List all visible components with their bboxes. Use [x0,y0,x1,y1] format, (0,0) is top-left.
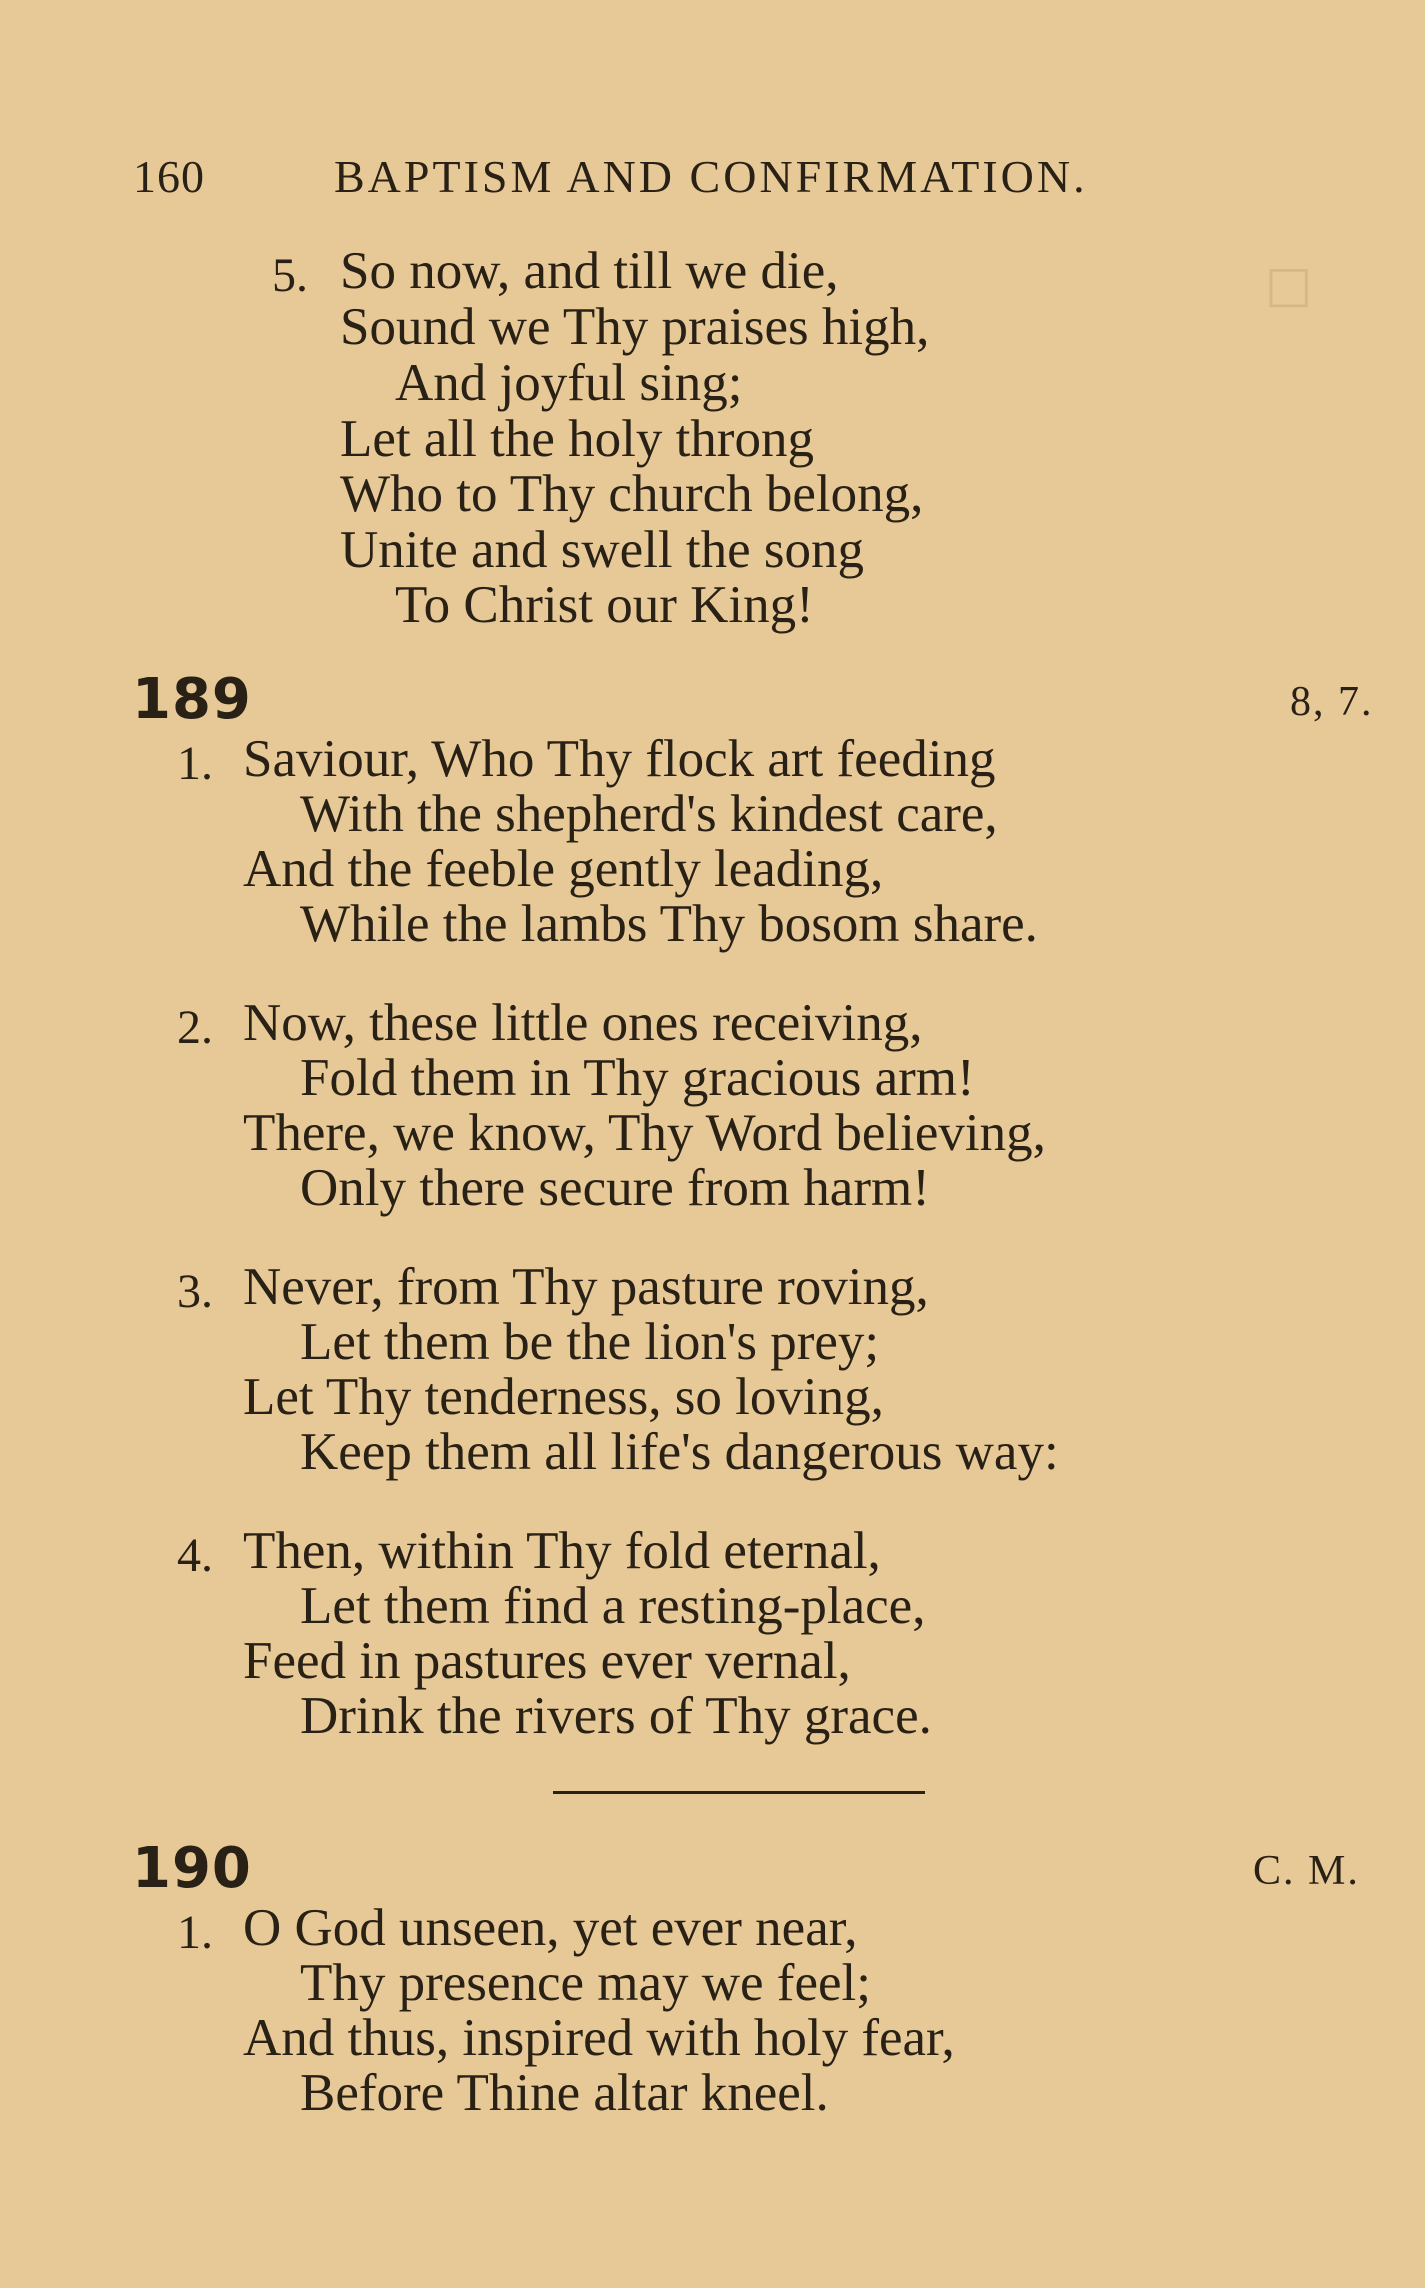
verse-number: 5. [272,249,308,302]
verse-line: Thy presence may we feel; [300,1954,871,2012]
hymn-number: 189 [132,667,252,732]
verse-line: Keep them all life's dangerous way: [300,1423,1059,1481]
verse-number: 3. [177,1265,213,1318]
verse-line: And the feeble gently leading, [243,840,884,898]
section-title: BAPTISM AND CONFIRMATION. [334,151,1088,202]
verse-line: Let them be the lion's prey; [300,1313,880,1371]
verse-line: Before Thine altar kneel. [300,2064,829,2122]
hymn-meter: 8, 7. [1290,679,1374,725]
verse-line: Let Thy tenderness, so loving, [243,1368,884,1426]
verse-line: There, we know, Thy Word believing, [243,1104,1046,1162]
verse-line: Unite and swell the song [340,521,865,579]
verse-line: So now, and till we die, [340,242,839,300]
page-number: 160 [133,151,205,202]
verse-line: O God unseen, yet ever near, [243,1899,858,1957]
verse-line: And joyful sing; [395,354,743,412]
hymn-number: 190 [132,1836,252,1901]
verse-line: Let all the holy throng [340,410,814,468]
verse-line: Only there secure from harm! [300,1159,930,1217]
verse-line: Never, from Thy pasture roving, [243,1258,929,1316]
verse-line: Now, these little ones receiving, [243,994,923,1052]
section-divider [553,1791,925,1794]
verse-number: 1. [177,737,213,790]
verse-line: Let them find a resting-place, [300,1577,926,1635]
verse-line: Sound we Thy praises high, [340,298,930,356]
verse-line: While the lambs Thy bosom share. [300,895,1038,953]
verse-line: Drink the rivers of Thy grace. [300,1687,932,1745]
verse-number: 2. [177,1001,213,1054]
verse-line: Feed in pastures ever vernal, [243,1632,851,1690]
verse-number: 1. [177,1906,213,1959]
verse-line: With the shepherd's kindest care, [300,785,998,843]
verse-line: To Christ our King! [395,576,814,634]
verse-line: Who to Thy church belong, [340,465,924,523]
verse-line: Fold them in Thy gracious arm! [300,1049,975,1107]
hymn-meter: C. M. [1253,1848,1360,1894]
verse-line: Then, within Thy fold eternal, [243,1522,881,1580]
verse-number: 4. [177,1529,213,1582]
bleed-through-decoration: □ [1265,255,1313,313]
verse-line: And thus, inspired with holy fear, [243,2009,955,2067]
verse-line: Saviour, Who Thy flock art feeding [243,730,996,788]
